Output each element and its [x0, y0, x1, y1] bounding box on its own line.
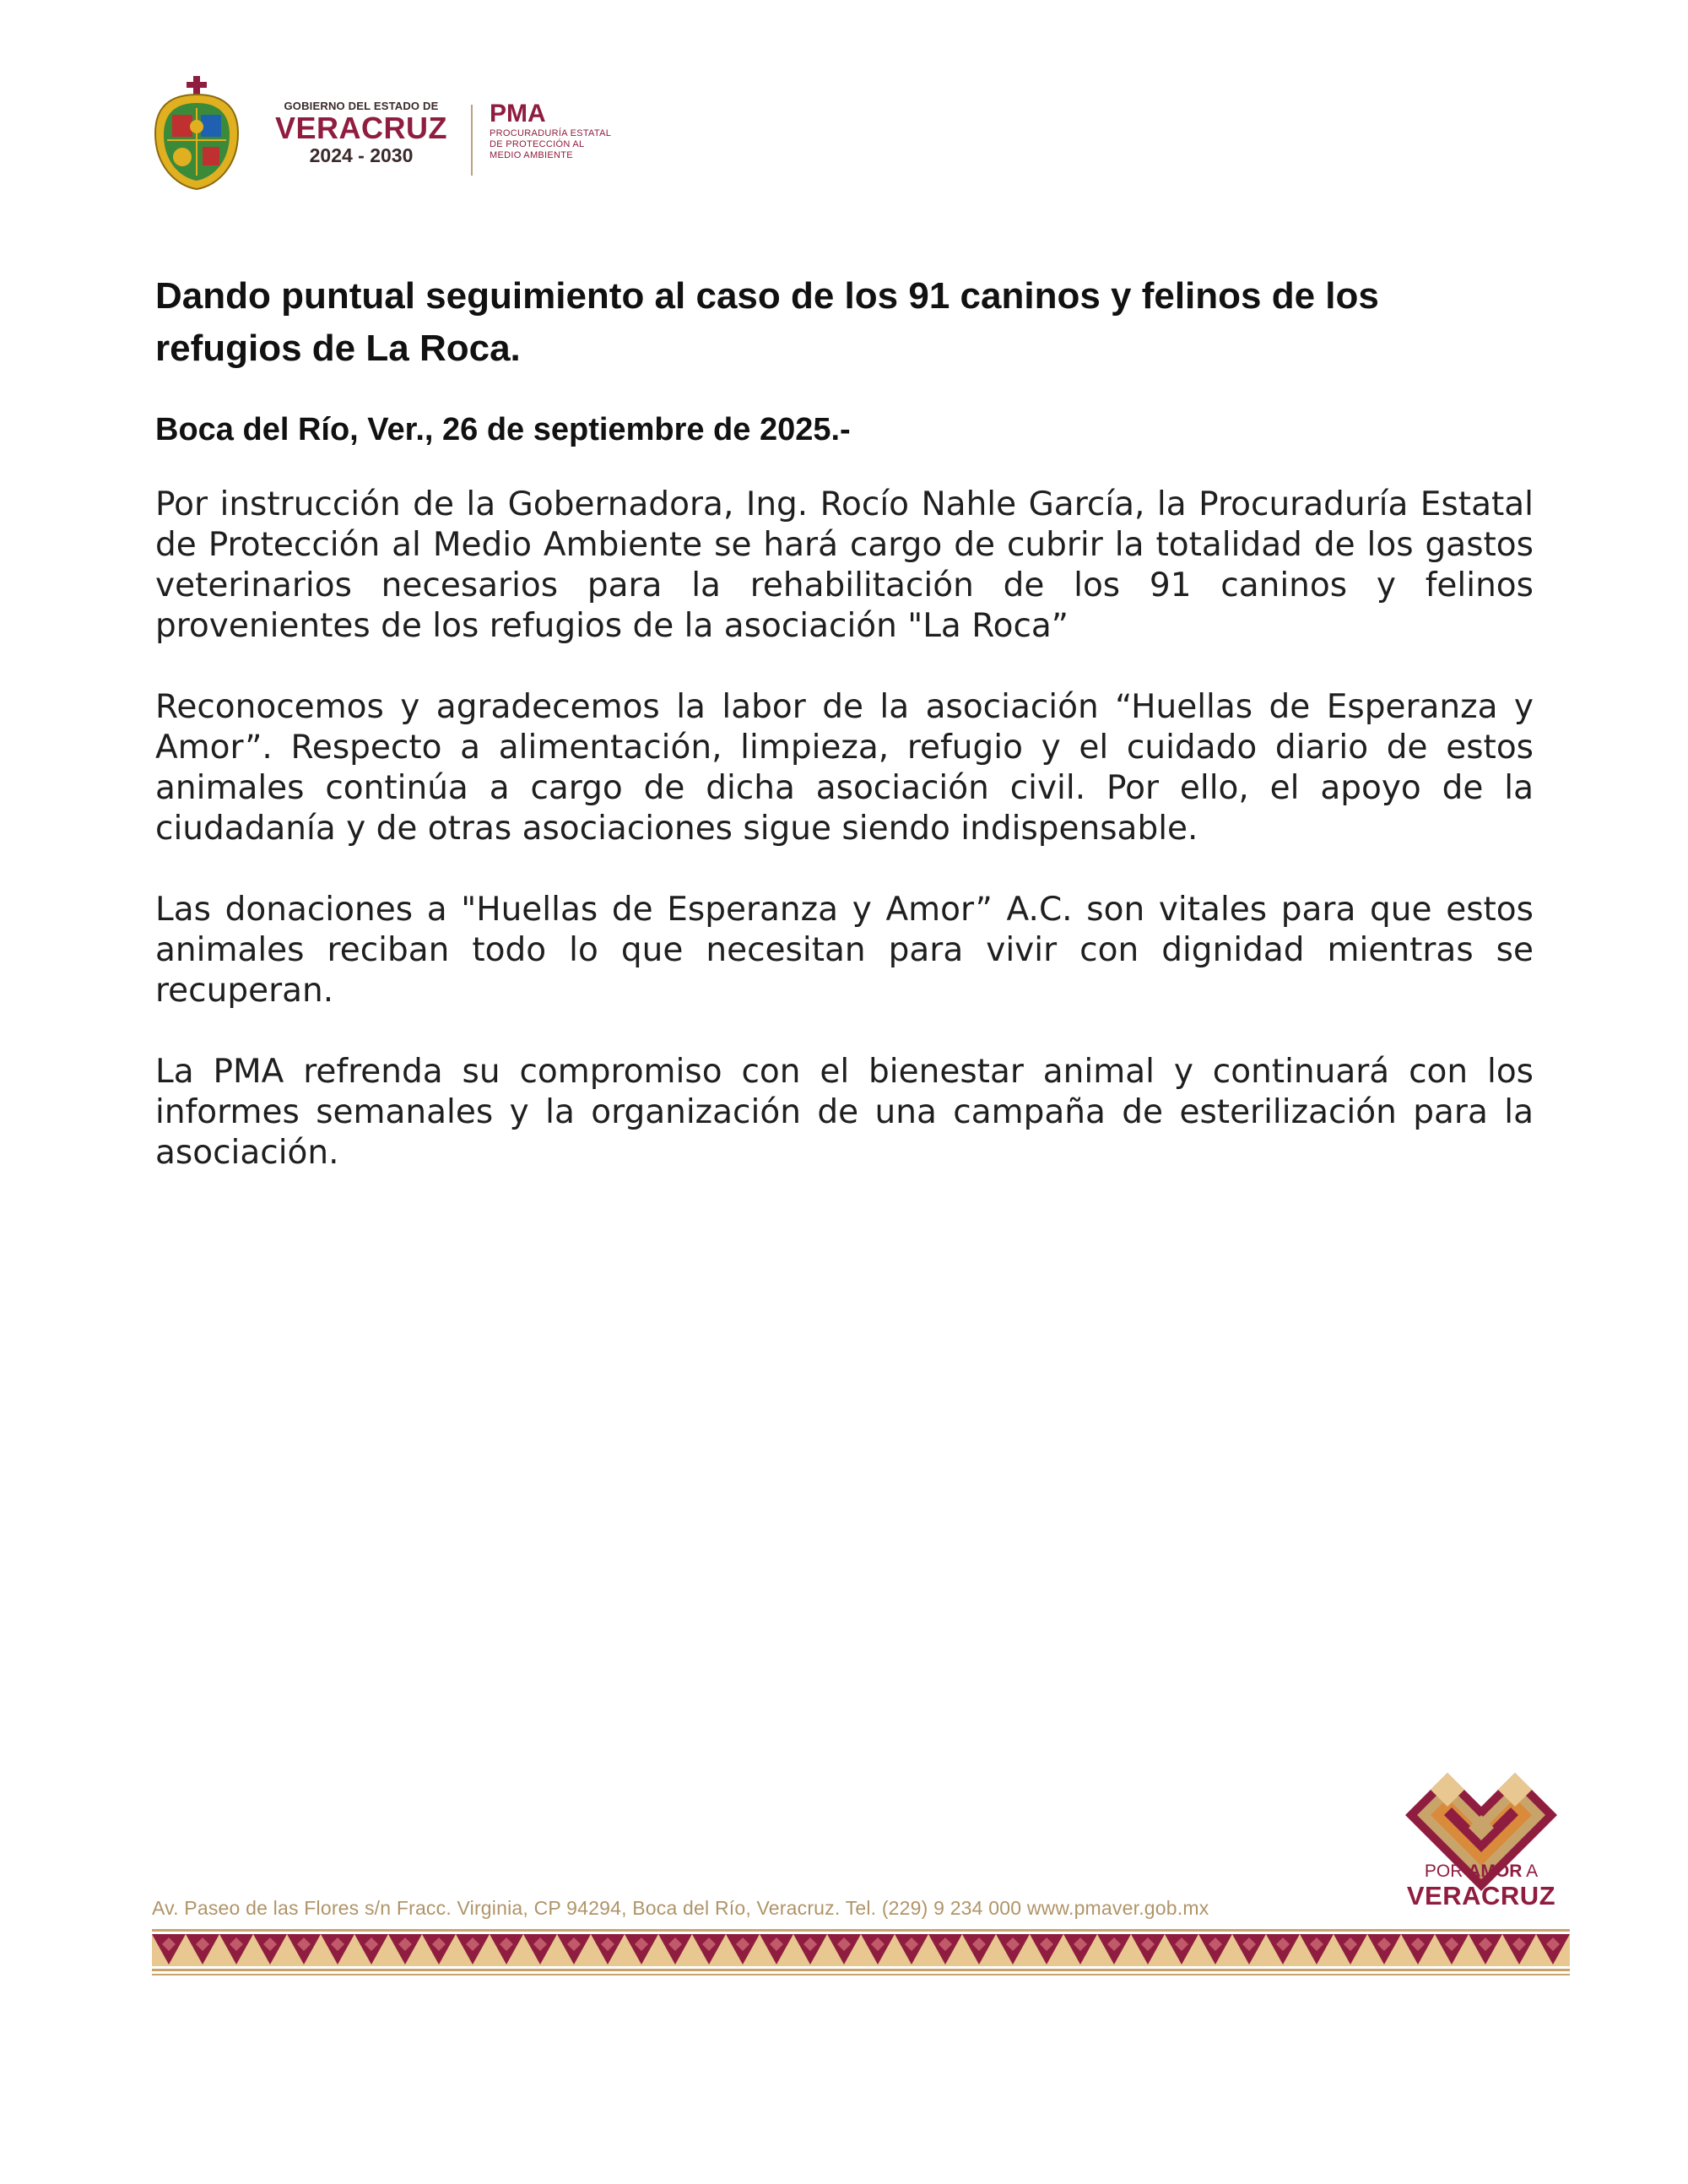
- tagline-bold-word: AMOR: [1468, 1862, 1523, 1881]
- pma-name-line: DE PROTECCIÓN AL: [490, 139, 585, 149]
- pma-wordmark: [490, 100, 658, 161]
- band-bottom-line-2: [152, 1974, 1570, 1975]
- paragraph: La PMA refrenda su compromiso con el bienestar animal y continuará con los informes semanales y la organización de una campaña de esterilización para la asociación.: [155, 1053, 1534, 1172]
- paragraph: Reconocemos y agradecemos la labor de la asociación “Huellas de Esperanza y Amor”. Respecto a alimentación, limpieza, refugio y el cuidado diario de estos animales continúa a cargo de dicha asociación civil. Por ello, el apoyo de la ciudadanía y de otras asociaciones sigue siendo indispensable.: [155, 688, 1534, 848]
- paragraph: Las donaciones a "Huellas de Esperanza y Amor” A.C. son vitales para que estos animales reciban todo lo que necesitan para vivir con dignidad mientras se recuperan.: [155, 891, 1534, 1010]
- band-top-line: [152, 1929, 1570, 1932]
- government-label: GOBIERNO DEL ESTADO DE: [284, 100, 439, 112]
- letterhead-divider: [471, 105, 473, 176]
- tagline-prefix: POR: [1424, 1862, 1469, 1881]
- pma-name-line: PROCURADURÍA ESTATAL: [490, 128, 612, 138]
- press-release-body: [155, 270, 1534, 1173]
- tagline-suffix: A: [1522, 1862, 1539, 1881]
- administration-period: 2024 - 2030: [309, 144, 414, 166]
- pma-name-line: MEDIO AMBIENTE: [490, 150, 573, 160]
- tagline-line2: VERACRUZ: [1406, 1881, 1556, 1910]
- footer-address: Av. Paseo de las Flores s/n Fracc. Virginia, CP 94294, Boca del Río, Veracruz. Tel. (229) 9 234 000 www.pmaver.gob.mx: [152, 1897, 1209, 1919]
- government-wordmark: [264, 100, 458, 166]
- state-name: VERACRUZ: [274, 111, 447, 145]
- state-coat-of-arms-icon: [150, 74, 243, 192]
- document-title: Dando puntual seguimiento al caso de los 91 caninos y felinos de los refugios de La Roca.: [155, 275, 1379, 369]
- band-bottom-line: [152, 1969, 1570, 1971]
- pma-full-name: [490, 128, 658, 161]
- letterhead: [150, 74, 657, 192]
- pma-abbreviation: PMA: [490, 100, 546, 127]
- footer-tagline: [1384, 1862, 1578, 1910]
- paragraph: Por instrucción de la Gobernadora, Ing. Rocío Nahle García, la Procuraduría Estatal de Protección al Medio Ambiente se hará cargo de cubrir la totalidad de los gastos veterinarios necesarios para la rehabilitación de los 91 caninos y felinos provenientes de los refugios de la asociación "La Roca”: [155, 485, 1534, 645]
- tagline-line1: [1384, 1862, 1578, 1882]
- decorative-border-band: [152, 1929, 1570, 1978]
- dateline: Boca del Río, Ver., 26 de septiembre de 2025.-: [155, 412, 851, 447]
